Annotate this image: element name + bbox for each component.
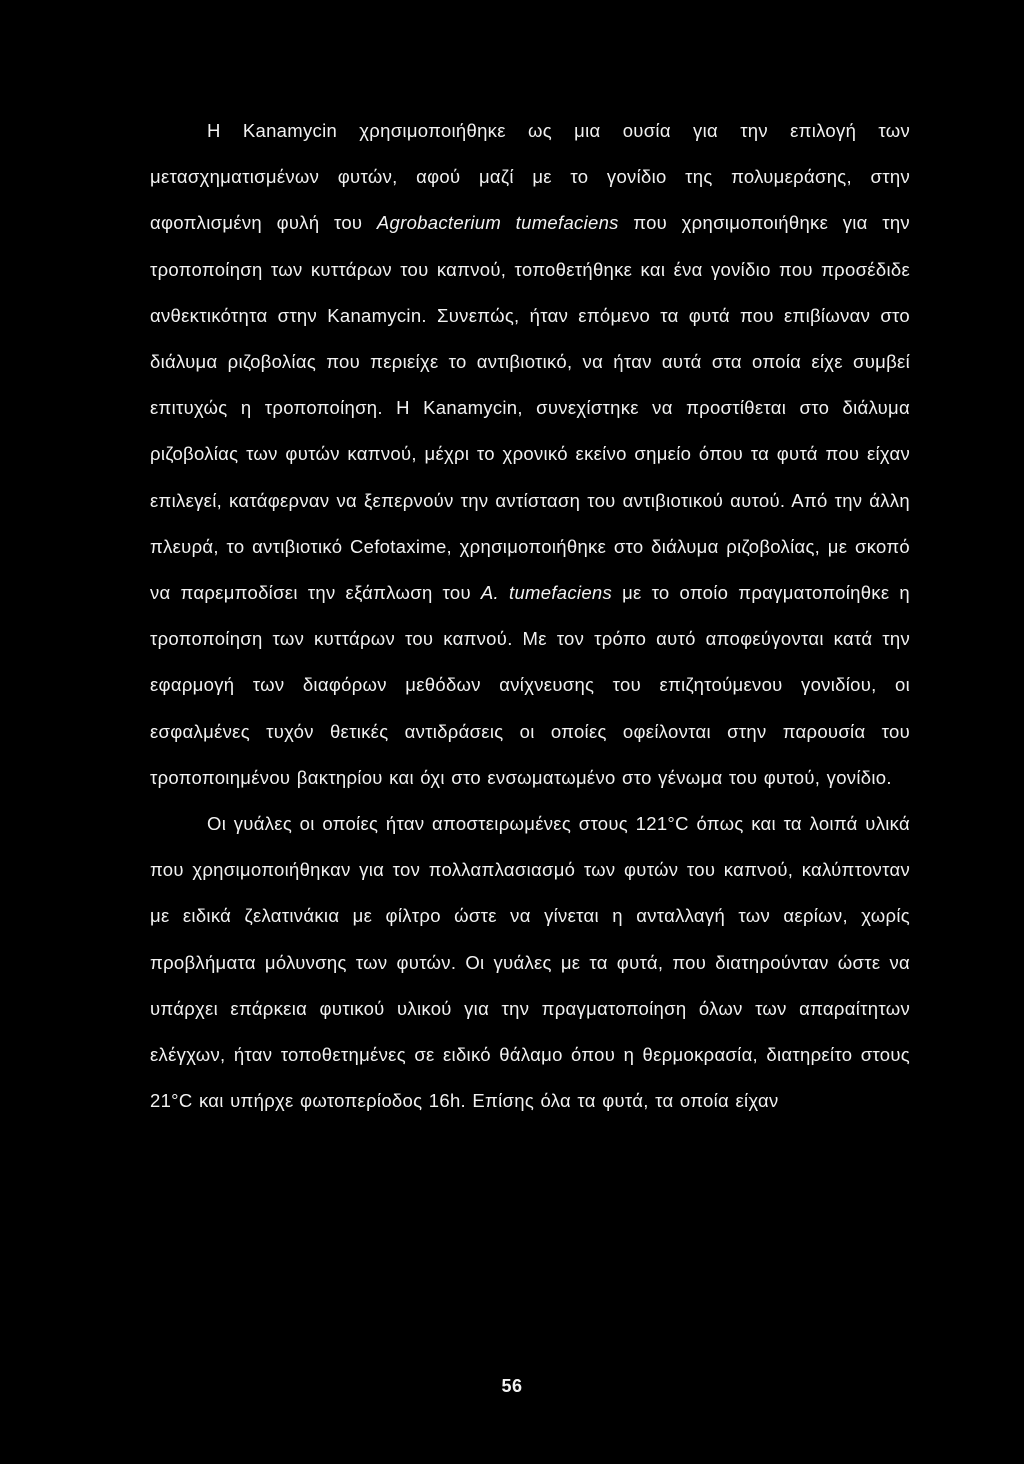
- species-name-italic: Agrobacterium tumefaciens: [376, 212, 619, 234]
- paragraph-kanamycin-selection: [150, 108, 910, 801]
- paragraph-text: που χρησιμοποιήθηκε για την τροποποίηση των κυττάρων του καπνού, τοποθετήθηκε και ένα γονίδιο που προσέδιδε ανθεκτικότητα στην Kanamycin. Συνεπώς, ήταν επόμενο τα φυτά που επιβίωναν στο διάλυμα ριζοβολίας που περιείχε το αντιβιοτικό, να ήταν αυτά στα οποία είχε συμβεί επιτυχώς η τροποποίηση. Η Kanamycin, συνεχίστηκε να προστίθεται στο διάλυμα ριζοβολίας των φυτών καπνού, μέχρι το χρονικό εκείνο σημείο όπου τα φυτά που είχαν επιλεγεί, κατάφερναν να ξεπερνούν την αντίσταση του αντιβιοτικού αυτού. Από την άλλη πλευρά, το αντιβιοτικό Cefotaxime, χρησιμοποιήθηκε στο διάλυμα ριζοβολίας, με σκοπό να παρεμποδίσει την εξάπλωση του: [150, 212, 910, 604]
- paragraph-text: Η Kanamycin χρησιμοποιήθηκε ως μια ουσία για την επιλογή των μετασχηματισμένων φυτών, αφού μαζί με το γονίδιο της πολυμεράσης, στην αφοπλισμένη φυλή του: [150, 120, 910, 234]
- species-abbrev-italic: A. tumefaciens: [480, 582, 613, 604]
- paragraph-text: με το οποίο πραγματοποίηθκε η τροποποίηση των κυττάρων του καπνού. Με τον τρόπο αυτό αποφεύγονται κατά την εφαρμογή των διαφόρων μεθόδων ανίχνευσης του επιζητούμενου γονιδίου, οι εσφαλμένες τυχόν θετικές αντιδράσεις οι οποίες οφείλονται στην παρουσία του τροποποιημένου βακτηρίου και όχι στο ενσωματωμένο στο γένωμα του φυτού, γονίδιο.: [150, 582, 910, 788]
- document-page: [150, 108, 910, 1124]
- page-number: 56: [501, 1376, 523, 1396]
- paragraph-sterile-jars: Οι γυάλες οι οποίες ήταν αποστειρωμένες στους 121°C όπως και τα λοιπά υλικά που χρησιμοποιήθηκαν για τον πολλαπλασιασμό των φυτών του καπνού, καλύπτονταν με ειδικά ζελατινάκια με φίλτρο ώστε να γίνεται η ανταλλαγή των αερίων, χωρίς προβλήματα μόλυνσης των φυτών. Οι γυάλες με τα φυτά, που διατηρούνταν ώστε να υπάρχει επάρκεια φυτικού υλικού για την πραγματοποίηση όλων των απαραίτητων ελέγχων, ήταν τοποθετημένες σε ειδικό θάλαμο όπου η θερμοκρασία, διατηρείτο στους 21°C και υπήρχε φωτοπερίοδος 16h. Επίσης όλα τα φυτά, τα οποία είχαν: [150, 813, 910, 1112]
